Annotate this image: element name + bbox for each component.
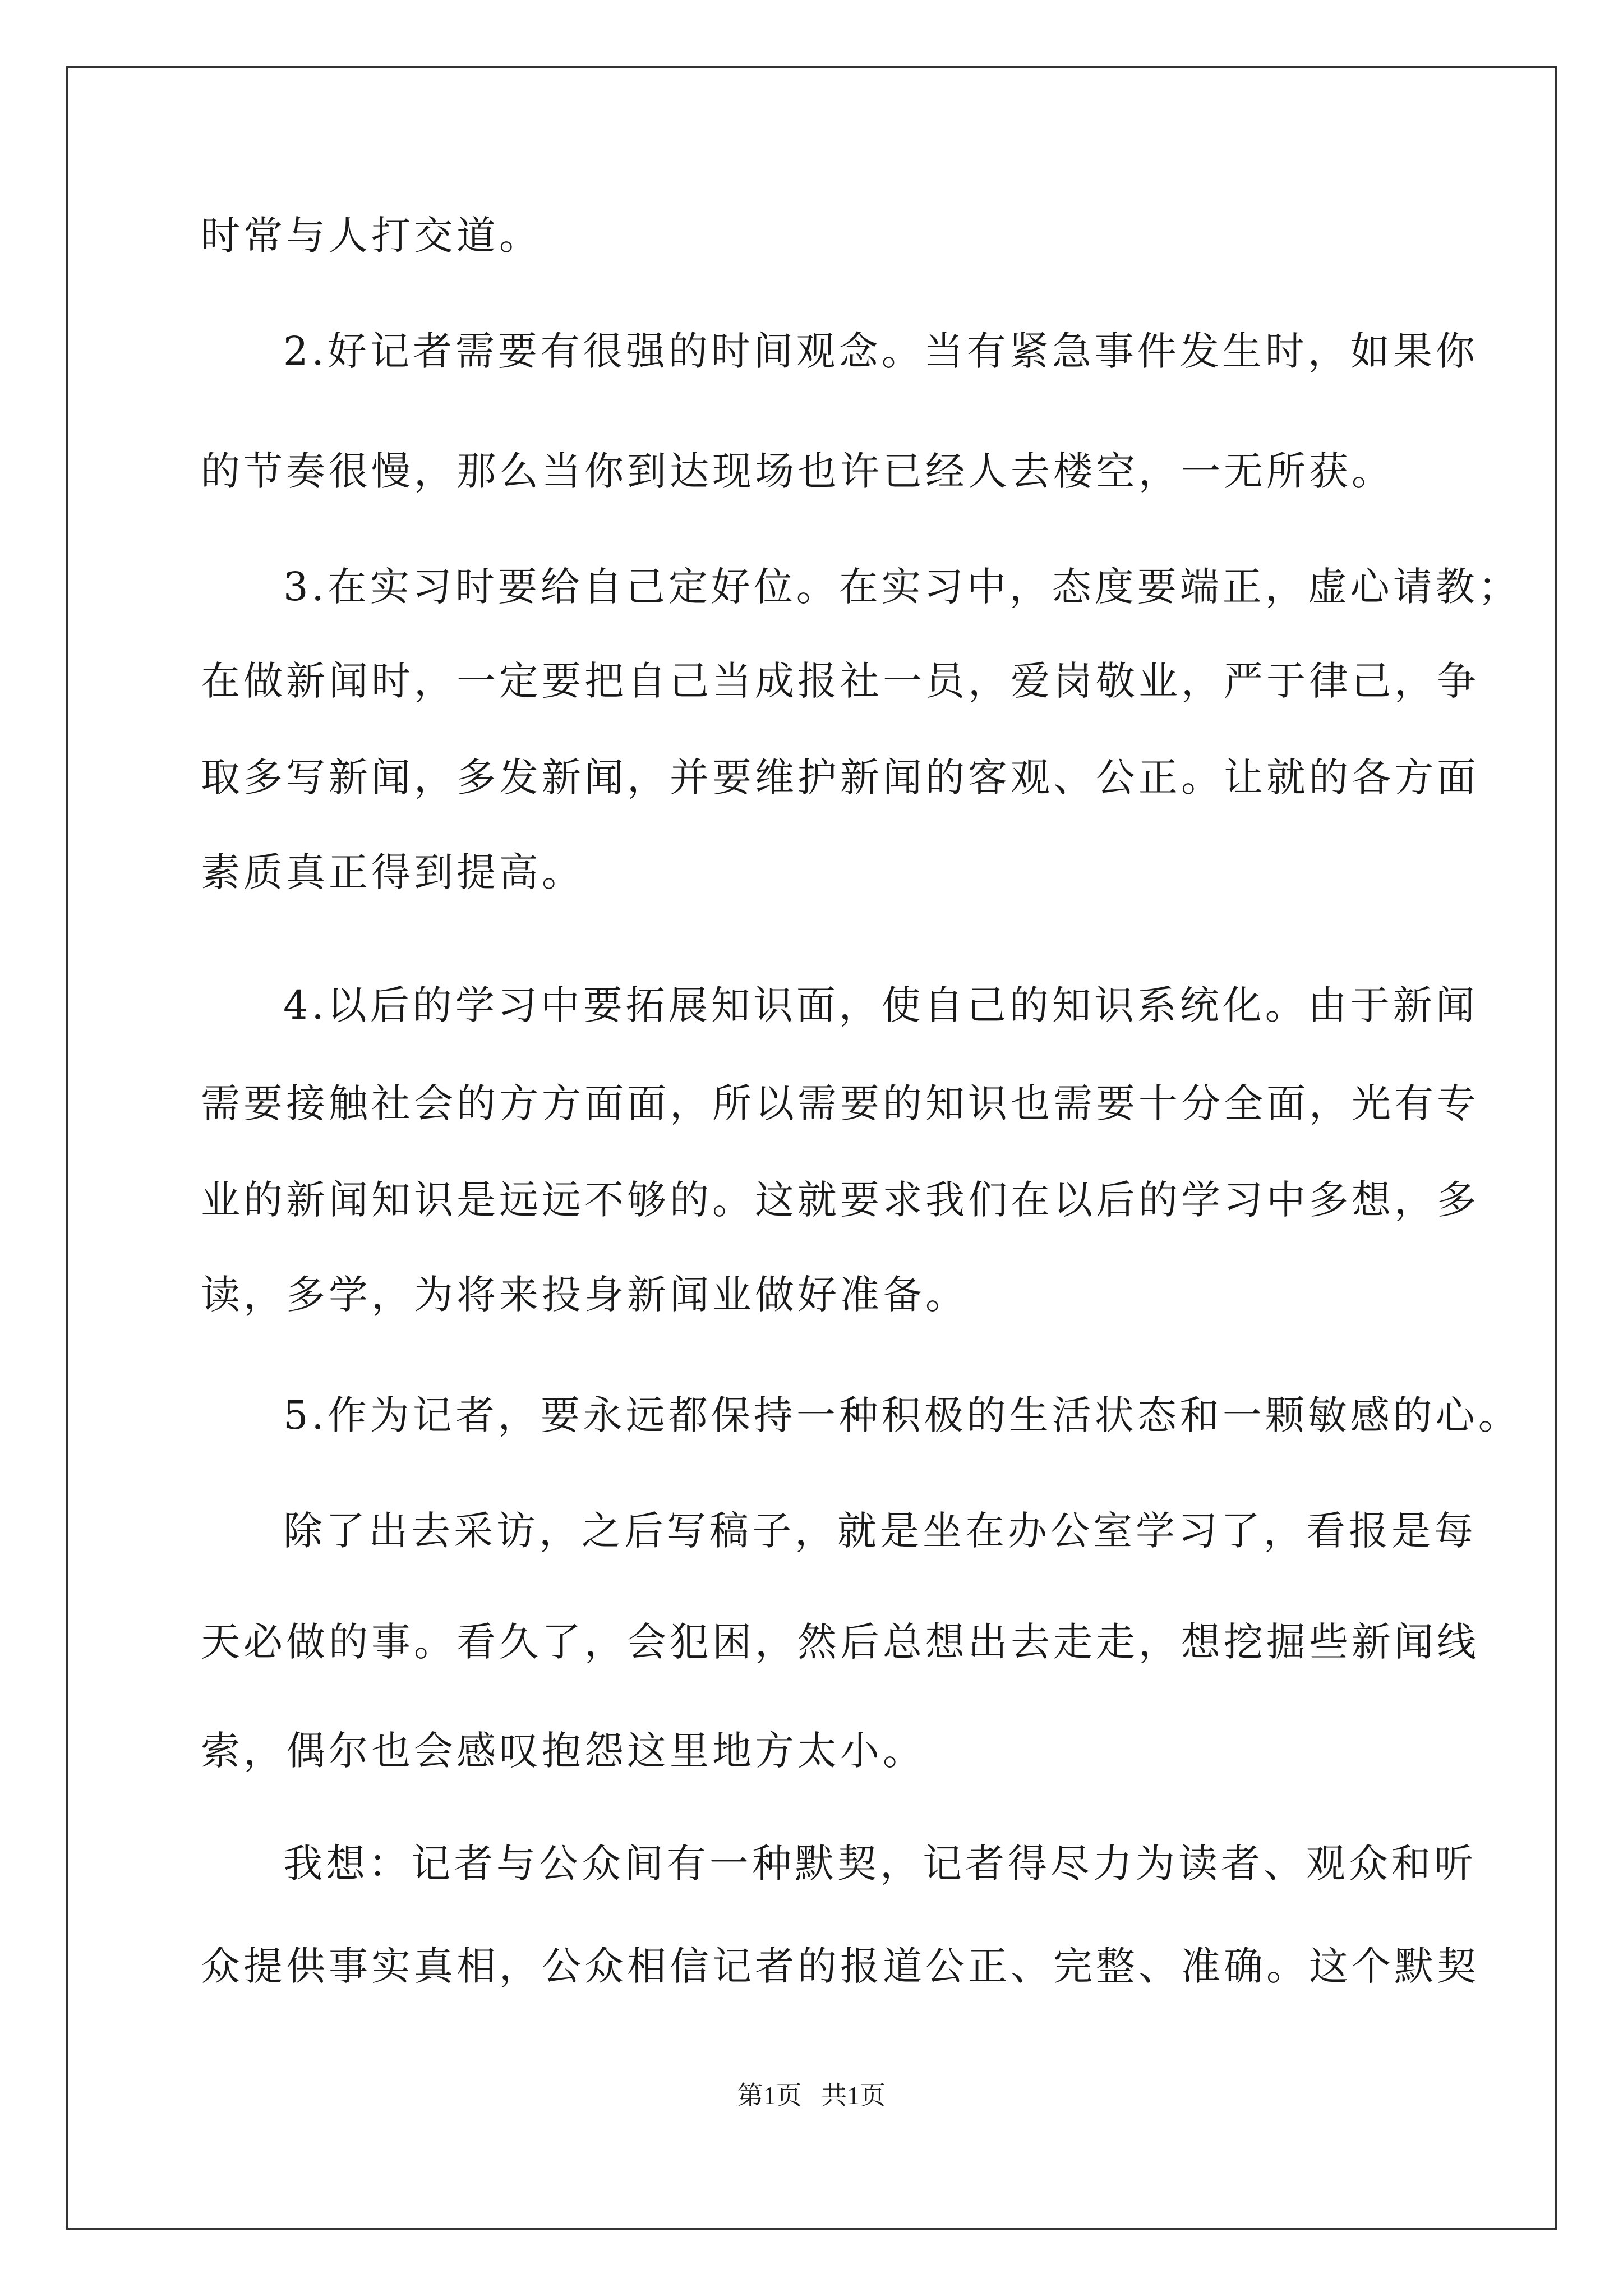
- text-line: 4.以后的学习中要拓展知识面，使自己的知识系统化。由于新闻: [283, 982, 1478, 1028]
- text-line: 除了出去采访，之后写稿子，就是坐在办公室学习了，看报是每: [283, 1508, 1477, 1554]
- text-line: 读，多学，为将来投身新闻业做好准备。: [201, 1272, 968, 1318]
- text-line: 素质真正得到提高。: [201, 849, 584, 895]
- page-border: [66, 66, 1557, 2230]
- text-line: 5.作为记者，要永远都保持一种积极的生活状态和一颗敏感的心。: [283, 1392, 1521, 1438]
- text-line: 在做新闻时，一定要把自己当成报社一员，爱岗敬业，严于律己，争: [201, 658, 1479, 704]
- text-line: 天必做的事。看久了，会犯困，然后总想出去走走，想挖掘些新闻线: [201, 1619, 1479, 1665]
- text-line: 需要接触社会的方方面面，所以需要的知识也需要十分全面，光有专: [201, 1080, 1479, 1126]
- text-line: 索，偶尔也会感叹抱怨这里地方太小。: [201, 1728, 925, 1774]
- text-line: 3.在实习时要给自己定好位。在实习中，态度要端正，虚心请教；: [283, 564, 1521, 610]
- text-line: 时常与人打交道。: [201, 213, 542, 259]
- page-number-footer: 第1页 共1页: [737, 2081, 886, 2110]
- text-line: 业的新闻知识是远远不够的。这就要求我们在以后的学习中多想，多: [201, 1177, 1479, 1223]
- text-line: 的节奏很慢，那么当你到达现场也许已经人去楼空，一无所获。: [201, 448, 1394, 494]
- text-line: 我想：记者与公众间有一种默契，记者得尽力为读者、观众和听: [283, 1841, 1477, 1887]
- text-line: 取多写新闻，多发新闻，并要维护新闻的客观、公正。让就的各方面: [201, 754, 1479, 800]
- text-line: 2.好记者需要有很强的时间观念。当有紧急事件发生时，如果你: [283, 328, 1478, 374]
- text-line: 众提供事实真相，公众相信记者的报道公正、完整、准确。这个默契: [201, 1943, 1479, 1989]
